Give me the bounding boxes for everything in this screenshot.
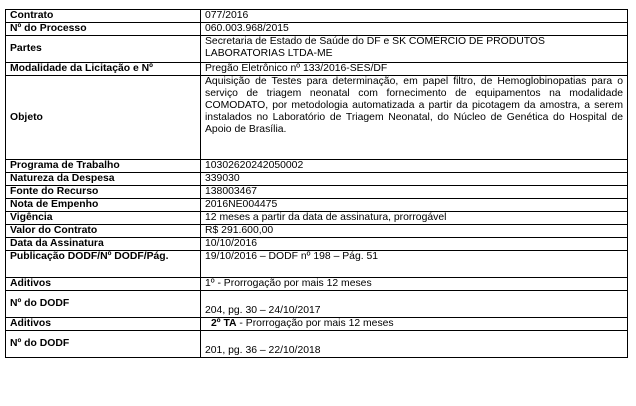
row-assinatura [6, 238, 628, 251]
value-empenho: 2016NE004475 [201, 199, 628, 212]
value-partes: Secretaria de Estado de Saúde do DF e SK COMÉRCIO DE PRODUTOS LABORATORIAS LTDA-ME [201, 36, 628, 63]
label-dodf-2: Nº do DODF [6, 331, 201, 358]
value-valor: R$ 291.600,00 [201, 225, 628, 238]
value-publicacao: 19/10/2016 – DODF nº 198 – Pág. 51 [201, 251, 628, 278]
value-natureza: 339030 [201, 173, 628, 186]
label-objeto: Objeto [6, 76, 201, 160]
label-vigencia: Vigência [6, 212, 201, 225]
label-aditivos-1: Aditivos [6, 278, 201, 291]
row-aditivos-2 [6, 318, 628, 331]
row-publicacao [6, 251, 628, 278]
aditivo-2-text: - Prorrogação por mais 12 meses [236, 318, 394, 329]
row-modalidade [6, 63, 628, 76]
contract-table [5, 9, 628, 358]
row-dodf-2 [6, 331, 628, 358]
row-aditivos-1 [6, 278, 628, 291]
label-empenho: Nota de Empenho [6, 199, 201, 212]
value-modalidade: Pregão Eletrônico nº 133/2016-SES/DF [201, 63, 628, 76]
row-empenho [6, 199, 628, 212]
row-partes [6, 36, 628, 63]
value-dodf-2: 201, pg. 36 – 22/10/2018 [201, 331, 628, 358]
value-assinatura: 10/10/2016 [201, 238, 628, 251]
row-processo [6, 23, 628, 36]
value-programa: 10302620242050002 [201, 160, 628, 173]
value-contrato: 077/2016 [201, 10, 628, 23]
value-aditivos-2 [201, 318, 628, 331]
label-publicacao: Publicação DODF/Nº DODF/Pág. [6, 251, 201, 278]
label-fonte: Fonte do Recurso [6, 186, 201, 199]
row-fonte [6, 186, 628, 199]
row-valor [6, 225, 628, 238]
value-objeto: Aquisição de Testes para determinação, em papel filtro, de Hemoglobinopatias para o serviço de triagem neonatal com fornecimento de equipamentos na modalidade COMODATO, por metodologia automatizada a partir da picotagem da amostra, a serem instalados no Laboratório de Triagem Neonatal, do Núcleo de Genética do Hospital de Apoio de Brasília. [201, 76, 628, 160]
label-valor: Valor do Contrato [6, 225, 201, 238]
row-natureza [6, 173, 628, 186]
value-aditivos-1: 1º - Prorrogação por mais 12 meses [201, 278, 628, 291]
value-processo: 060.003.968/2015 [201, 23, 628, 36]
label-natureza: Natureza da Despesa [6, 173, 201, 186]
value-dodf-1: 204, pg. 30 – 24/10/2017 [201, 291, 628, 318]
row-programa [6, 160, 628, 173]
label-contrato: Contrato [6, 10, 201, 23]
aditivo-2-ta-label: 2º TA [211, 318, 237, 329]
label-programa: Programa de Trabalho [6, 160, 201, 173]
value-fonte: 138003467 [201, 186, 628, 199]
row-objeto [6, 76, 628, 160]
label-partes: Partes [6, 36, 201, 63]
row-vigencia [6, 212, 628, 225]
label-dodf-1: Nº do DODF [6, 291, 201, 318]
label-aditivos-2: Aditivos [6, 318, 201, 331]
label-assinatura: Data da Assinatura [6, 238, 201, 251]
label-modalidade: Modalidade da Licitação e Nº [6, 63, 201, 76]
value-vigencia: 12 meses a partir da data de assinatura, prorrogável [201, 212, 628, 225]
row-contrato [6, 10, 628, 23]
label-processo: Nº do Processo [6, 23, 201, 36]
row-dodf-1 [6, 291, 628, 318]
